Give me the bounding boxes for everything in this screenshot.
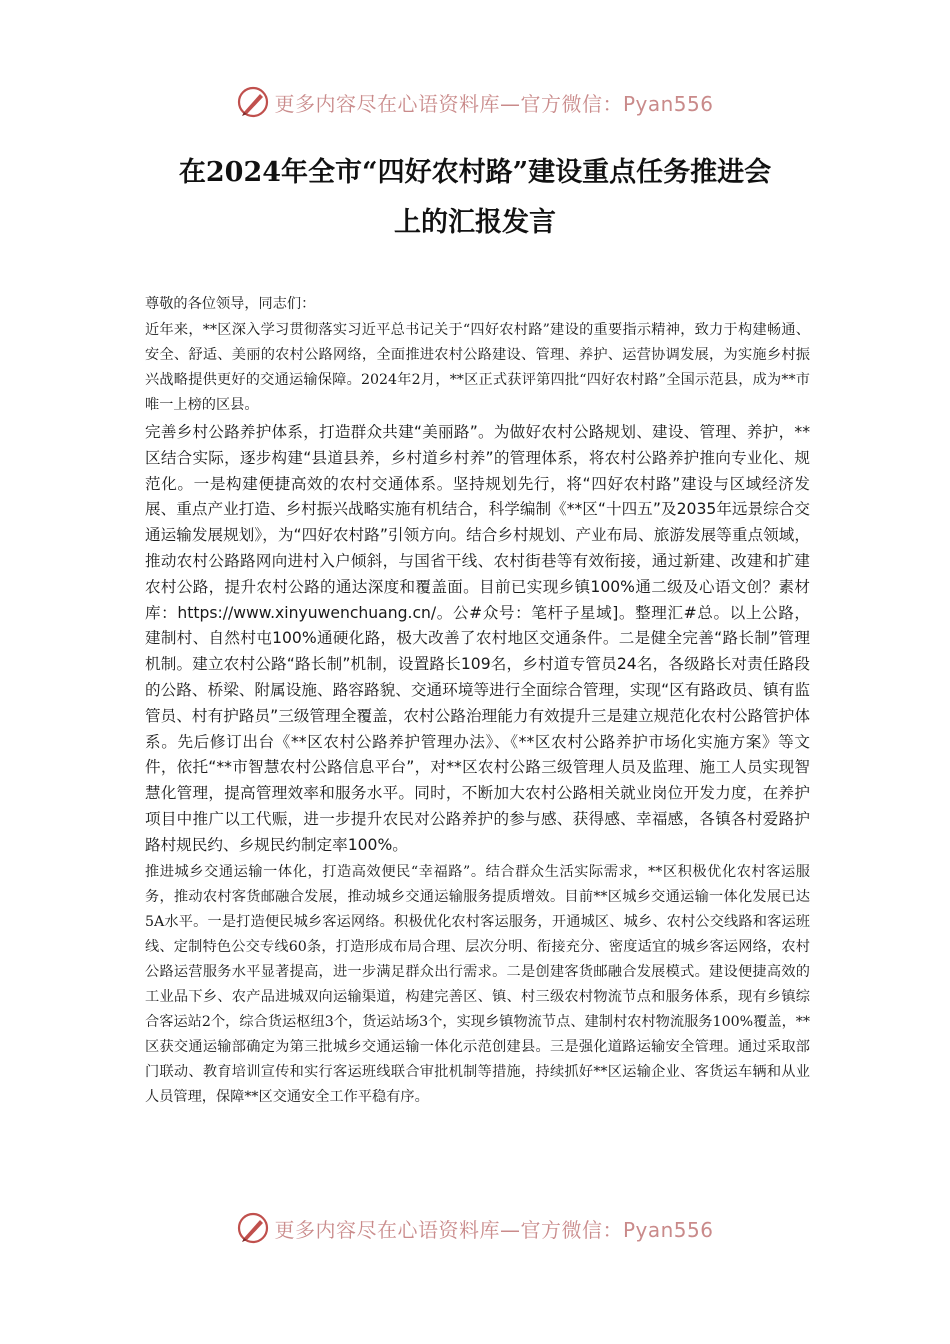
paragraph-maintenance: 完善乡村公路养护体系，打造群众共建“美丽路”。为做好农村公路规划、建设、管理、养护，**区结合实际，逐步构建“县道县养，乡村道乡村养”的管理体系，将农村公路养护推向专业化、规范化。一是构建便捷高效的农村交通体系。坚持规划先行，将“四好农村路”建设与区域经济发展、重点产业打造、乡村振兴战略实施有机结合，科学编制《**区“十四五”及2035年远景综合交通运输发展规划》，为“四好农村路”引领方向。结合乡村规划、产业布局、旅游发展等重点领域，推动农村公路路网向进村入户倾斜，与国省干线、农村街巷等有效衔接，通过新建、改建和扩建农村公路，提升农村公路的通达深度和覆盖面。目前已实现乡镇100%通二级及心语文创？素材库：https://www.xinyuwenchuang.cn/。公#众号：笔杆子星域]。整理汇#总。以上公路，建制村、自然村屯100%通硬化路，极大改善了农村地区交通条件。二是健全完善“路长制”管理机制。建立农村公路“路长制”机制，设置路长109名，乡村道专管员24名，各级路长对责任路段的公路、桥梁、附属设施、路容路貌、交通环境等进行全面综合管理，实现“区有路政员、镇有监管员、村有护路员”三级管理全覆盖，农村公路治理能力有效提升三是建立规范化农村公路管护体系。先后修订出台《**区农村公路养护管理办法》、《**区农村公路养护市场化实施方案》等文件，依托“**市智慧农村公路信息平台”，对**区农村公路三级管理人员及监理、施工人员实现智慧化管理，提高管理效率和服务水平。同时，不断加大农村公路相关就业岗位开发力度，在养护项目中推广以工代赈，进一步提升农民对公路养护的参与感、获得感、幸福感，各镇各村爱路护路村规民约、乡规民约制定率100%。 bbox=[145, 423, 810, 854]
paragraph-intro: 近年来，**区深入学习贯彻落实习近平总书记关于“四好农村路”建设的重要指示精神，致力于构建畅通、安全、舒适、美丽的农村公路网络，全面推进农村公路建设、管理、养护、运营协调发展，为实施乡村振兴战略提供更好的交通运输保障。2024年2月，**区正式获评第四批“四好农村路”全国示范县，成为**市唯一上榜的区县。 bbox=[145, 322, 810, 413]
banner-text: 更多内容尽在心语资料库—官方微信：Pyan556 bbox=[274, 91, 714, 116]
pen-logo-icon bbox=[236, 1211, 270, 1245]
salutation: 尊敬的各位领导，同志们： bbox=[145, 296, 316, 312]
document-title bbox=[120, 148, 830, 248]
banner-text: 更多内容尽在心语资料库—官方微信：Pyan556 bbox=[274, 1217, 714, 1242]
footer-banner bbox=[0, 1208, 950, 1248]
title-line-2: 上的汇报发言 bbox=[394, 207, 556, 238]
document-body bbox=[145, 292, 810, 1110]
title-line-1: 在2024年全市“四好农村路”建设重点任务推进会 bbox=[178, 157, 772, 188]
paragraph-integration: 推进城乡交通运输一体化，打造高效便民“幸福路”。结合群众生活实际需求，**区积极优化农村客运服务，推动农村客货邮融合发展，推动城乡交通运输服务提质增效。目前**区城乡交通运输一体化发展已达5A水平。一是打造便民城乡客运网络。积极优化农村客运服务，开通城区、城乡、农村公交线路和客运班线、定制特色公交专线60条，打造形成布局合理、层次分明、衔接充分、密度适宜的城乡客运网络，农村公路运营服务水平显著提高，进一步满足群众出行需求。二是创建客货邮融合发展模式。建设便捷高效的工业品下乡、农产品进城双向运输渠道，构建完善区、镇、村三级农村物流节点和服务体系，现有乡镇综合客运站2个，综合货运枢纽3个，货运站场3个，实现乡镇物流节点、建制村农村物流服务100%覆盖，**区获交通运输部确定为第三批城乡交通运输一体化示范创建县。三是强化道路运输安全管理。通过采取部门联动、教育培训宣传和实行客运班线联合审批机制等措施，持续抓好**区运输企业、客货运车辆和从业人员管理，保障**区交通安全工作平稳有序。 bbox=[145, 863, 810, 1105]
header-banner bbox=[0, 82, 950, 122]
pen-logo-icon bbox=[236, 85, 270, 119]
